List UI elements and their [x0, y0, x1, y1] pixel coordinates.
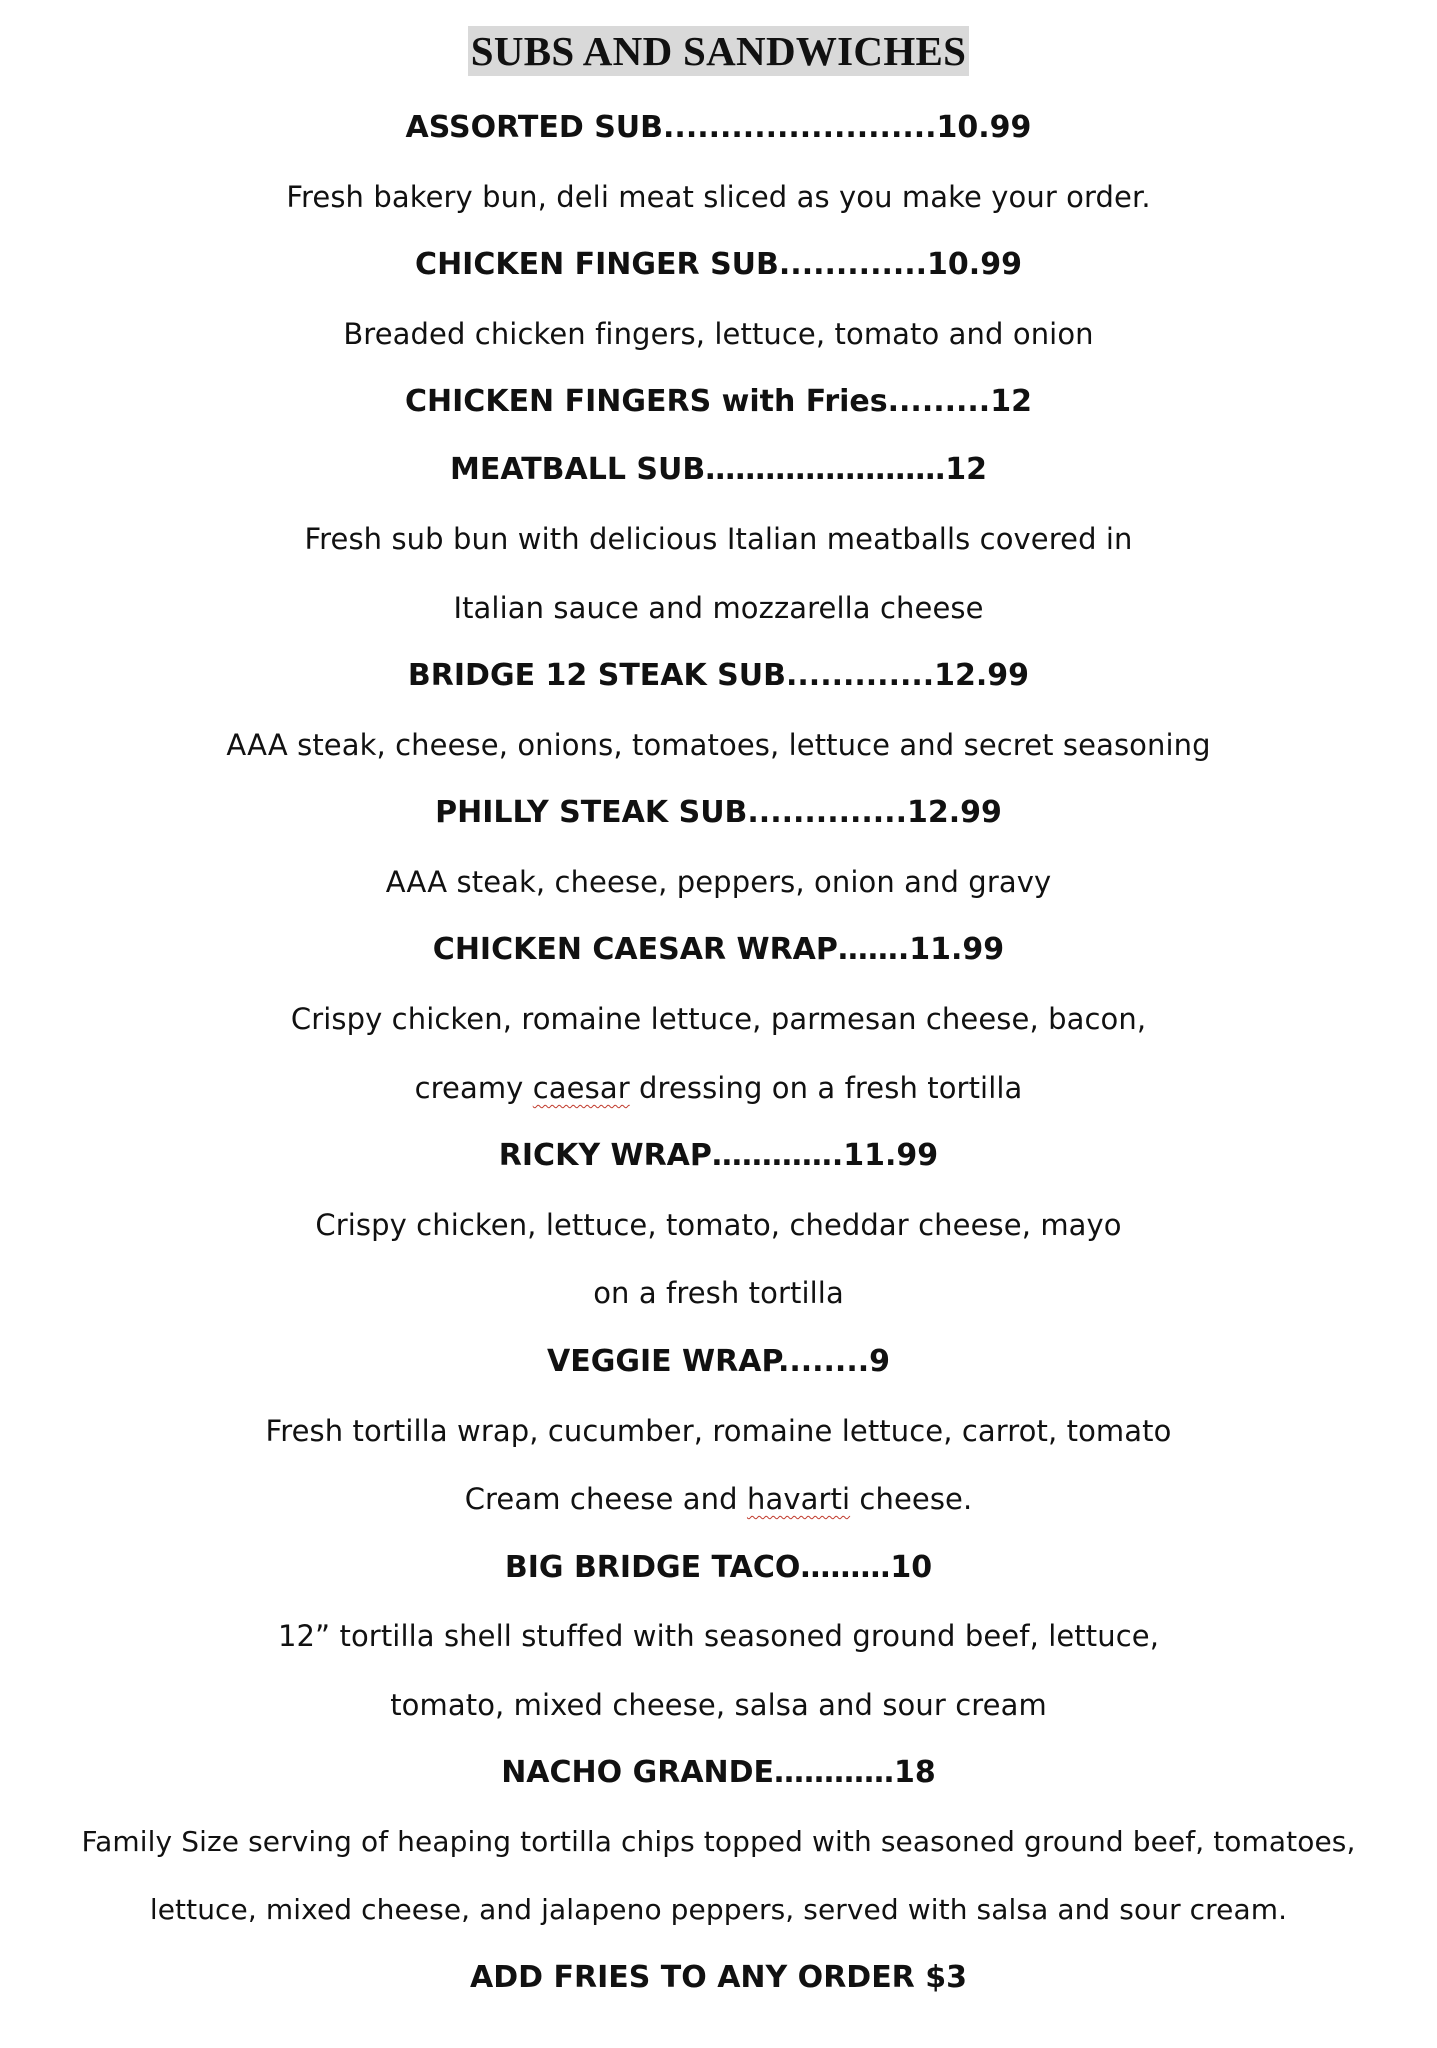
desc-bridge-12-steak-sub: AAA steak, cheese, onions, tomatoes, lettuce and secret seasoning [226, 728, 1211, 762]
spellcheck-word: caesar [532, 1071, 630, 1105]
desc-text: dressing on a fresh tortilla [629, 1071, 1023, 1105]
desc-big-bridge-taco-1: 12” tortilla shell stuffed with seasoned ground beef, lettuce, [277, 1619, 1160, 1653]
add-fries-note: ADD FRIES TO ANY ORDER $3 [470, 1960, 967, 1995]
desc-assorted-sub: Fresh bakery bun, deli meat sliced as you make your order. [286, 180, 1151, 214]
desc-ricky-wrap-1: Crispy chicken, lettuce, tomato, cheddar cheese, mayo [315, 1208, 1122, 1242]
item-chicken-fingers-fries: CHICKEN FINGERS with Fries.........12 [405, 384, 1032, 419]
desc-text: Cream cheese and [464, 1482, 747, 1516]
item-nacho-grande: NACHO GRANDE…………18 [501, 1755, 936, 1790]
item-meatball-sub: MEATBALL SUB……………………12 [449, 452, 988, 487]
item-big-bridge-taco: BIG BRIDGE TACO………10 [504, 1550, 933, 1585]
page-title: SUBS AND SANDWICHES [468, 26, 970, 76]
item-assorted-sub: ASSORTED SUB........................10.99 [405, 110, 1032, 145]
desc-chicken-caesar-wrap-2 [0, 1068, 1437, 1108]
desc-veggie-wrap-1: Fresh tortilla wrap, cucumber, romaine lettuce, carrot, tomato [265, 1414, 1172, 1448]
item-chicken-finger-sub: CHICKEN FINGER SUB.............10.99 [415, 247, 1022, 282]
desc-big-bridge-taco-2: tomato, mixed cheese, salsa and sour cream [390, 1688, 1047, 1722]
desc-nacho-grande-2: lettuce, mixed cheese, and jalapeno peppers, served with salsa and sour cream. [149, 1893, 1288, 1926]
desc-text: cheese. [850, 1482, 973, 1516]
item-philly-steak-sub: PHILLY STEAK SUB..............12.99 [435, 795, 1002, 830]
desc-meatball-sub-2: Italian sauce and mozzarella cheese [453, 591, 984, 625]
desc-philly-steak-sub: AAA steak, cheese, peppers, onion and gravy [385, 865, 1052, 899]
item-bridge-12-steak-sub: BRIDGE 12 STEAK SUB.............12.99 [407, 658, 1030, 693]
desc-veggie-wrap-2 [0, 1479, 1437, 1519]
desc-chicken-caesar-wrap-1: Crispy chicken, romaine lettuce, parmesan cheese, bacon, [290, 1002, 1147, 1036]
desc-ricky-wrap-2: on a fresh tortilla [593, 1276, 844, 1310]
item-chicken-caesar-wrap: CHICKEN CAESAR WRAP…….11.99 [432, 932, 1005, 967]
spellcheck-word: havarti [746, 1482, 851, 1516]
title-wrap [0, 26, 1437, 76]
desc-nacho-grande-1: Family Size serving of heaping tortilla chips topped with seasoned ground beef, tomatoes, [81, 1825, 1356, 1858]
item-ricky-wrap: RICKY WRAP………….11.99 [498, 1138, 939, 1173]
desc-chicken-finger-sub: Breaded chicken fingers, lettuce, tomato and onion [343, 317, 1094, 351]
item-veggie-wrap: VEGGIE WRAP........9 [547, 1344, 890, 1379]
desc-meatball-sub-1: Fresh sub bun with delicious Italian meatballs covered in [304, 522, 1133, 556]
desc-text: creamy [414, 1071, 533, 1105]
